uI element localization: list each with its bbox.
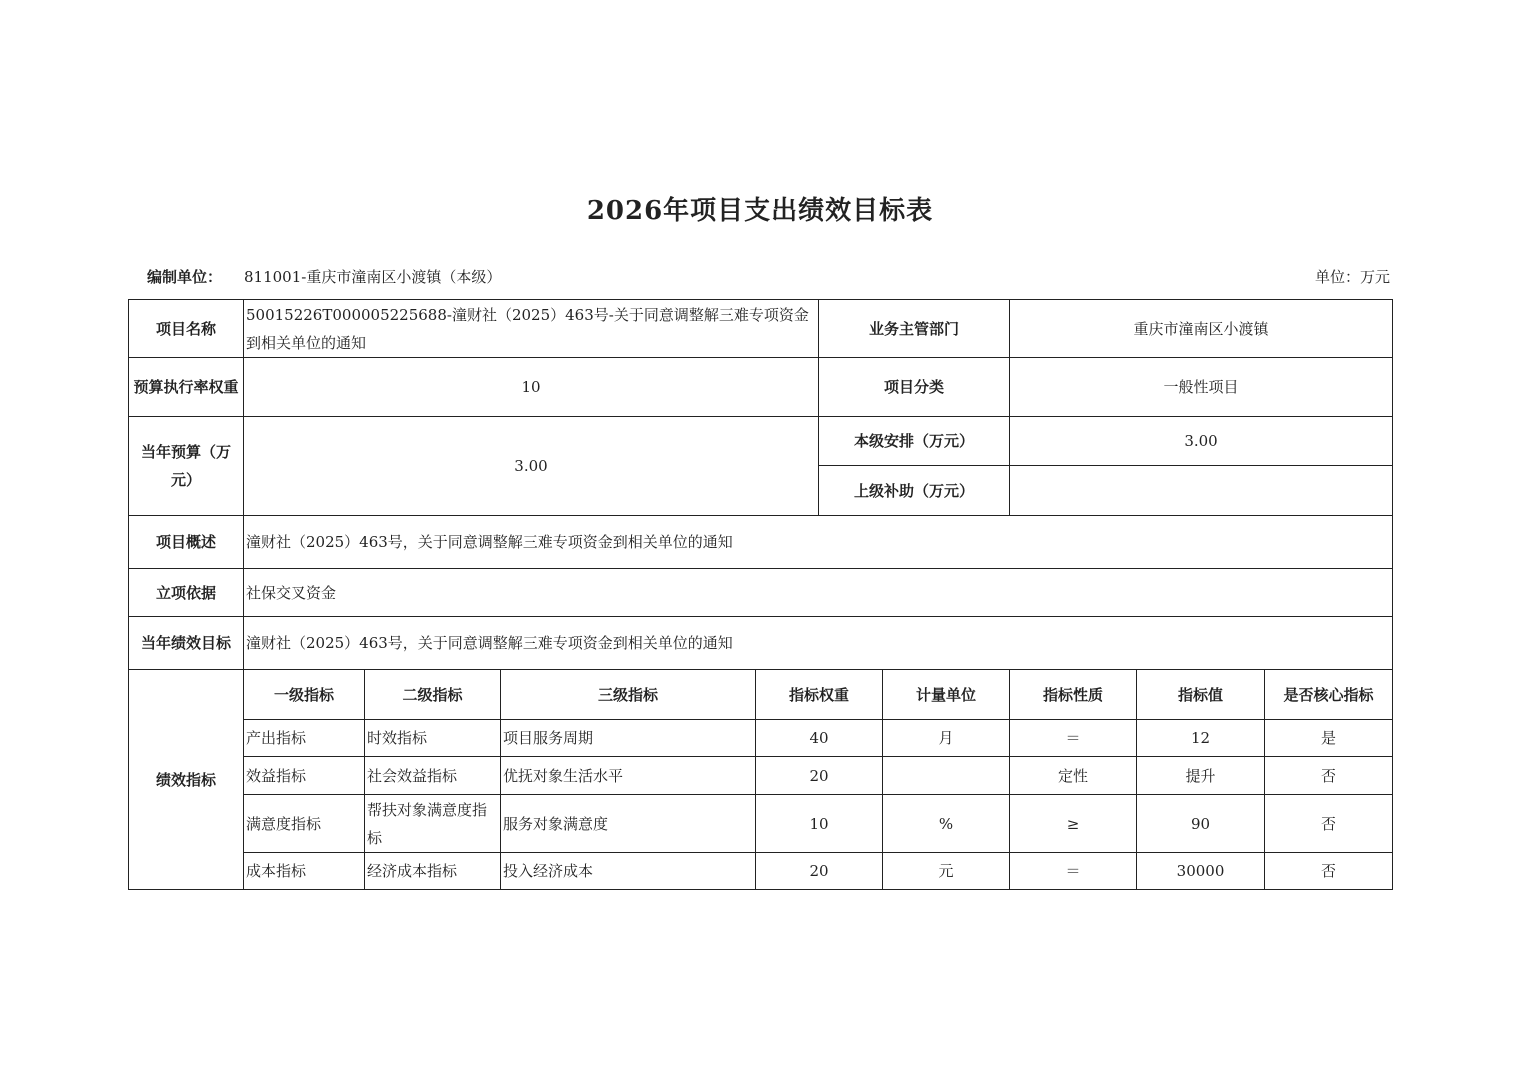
- indicator-level3: 优抚对象生活水平: [501, 757, 756, 795]
- indicator-nature: ＝: [1010, 720, 1137, 757]
- indicator-unit: [883, 757, 1010, 795]
- indicator-weight: 20: [756, 853, 883, 890]
- indicator-level2: 社会效益指标: [365, 757, 501, 795]
- table-row: [129, 795, 1393, 853]
- header-nature: 指标性质: [1010, 670, 1137, 720]
- header-unit: 计量单位: [883, 670, 1010, 720]
- indicator-unit: 月: [883, 720, 1010, 757]
- indicator-value: 12: [1137, 720, 1265, 757]
- overview-label: 项目概述: [129, 516, 244, 569]
- category-value: 一般性项目: [1010, 358, 1393, 417]
- indicator-core: 否: [1265, 757, 1393, 795]
- header-level3: 三级指标: [501, 670, 756, 720]
- indicator-level1: 成本指标: [244, 853, 365, 890]
- indicator-nature: 定性: [1010, 757, 1137, 795]
- indicator-unit: 元: [883, 853, 1010, 890]
- header-core: 是否核心指标: [1265, 670, 1393, 720]
- indicator-label: 绩效指标: [129, 670, 244, 890]
- header-level2: 二级指标: [365, 670, 501, 720]
- indicator-core: 否: [1265, 795, 1393, 853]
- indicator-unit: %: [883, 795, 1010, 853]
- header-value: 指标值: [1137, 670, 1265, 720]
- own-funds-value: 3.00: [1010, 417, 1393, 466]
- table-row: [129, 853, 1393, 890]
- dept-label: 业务主管部门: [819, 300, 1010, 358]
- org-label: 编制单位：: [147, 268, 223, 286]
- goal-label: 当年绩效目标: [129, 617, 244, 670]
- header-weight: 指标权重: [756, 670, 883, 720]
- category-label: 项目分类: [819, 358, 1010, 417]
- indicator-value: 30000: [1137, 853, 1265, 890]
- subsidy-label: 上级补助（万元）: [819, 466, 1010, 516]
- page-title: 2026年项目支出绩效目标表: [586, 196, 934, 226]
- table-row: [129, 757, 1393, 795]
- indicator-level1: 产出指标: [244, 720, 365, 757]
- budget-value: 3.00: [244, 417, 819, 516]
- indicator-value: 90: [1137, 795, 1265, 853]
- unit-label: 单位：万元: [1314, 268, 1390, 286]
- goal-value: 潼财社（2025）463号，关于同意调整解三难专项资金到相关单位的通知: [244, 617, 1393, 670]
- indicator-level1: 效益指标: [244, 757, 365, 795]
- indicator-nature: ＝: [1010, 853, 1137, 890]
- exec-weight-value: 10: [244, 358, 819, 417]
- indicator-weight: 20: [756, 757, 883, 795]
- org-value: 811001-重庆市潼南区小渡镇（本级）: [244, 268, 502, 286]
- performance-table: [128, 299, 1393, 890]
- indicator-value: 提升: [1137, 757, 1265, 795]
- basis-label: 立项依据: [129, 569, 244, 617]
- indicator-level3: 服务对象满意度: [501, 795, 756, 853]
- indicator-level2: 时效指标: [365, 720, 501, 757]
- header-level1: 一级指标: [244, 670, 365, 720]
- indicator-weight: 40: [756, 720, 883, 757]
- project-name-label: 项目名称: [129, 300, 244, 358]
- indicator-level2: 帮扶对象满意度指标: [365, 795, 501, 853]
- indicator-level3: 投入经济成本: [501, 853, 756, 890]
- project-name-value: 50015226T000005225688-潼财社（2025）463号-关于同意调整解三难专项资金到相关单位的通知: [244, 300, 819, 358]
- budget-label: 当年预算（万元）: [129, 417, 244, 516]
- indicator-weight: 10: [756, 795, 883, 853]
- own-funds-label: 本级安排（万元）: [819, 417, 1010, 466]
- exec-weight-label: 预算执行率权重: [129, 358, 244, 417]
- indicator-level3: 项目服务周期: [501, 720, 756, 757]
- indicator-level2: 经济成本指标: [365, 853, 501, 890]
- indicator-nature: ≥: [1010, 795, 1137, 853]
- indicator-level1: 满意度指标: [244, 795, 365, 853]
- indicator-core: 否: [1265, 853, 1393, 890]
- indicator-core: 是: [1265, 720, 1393, 757]
- subsidy-value: [1010, 466, 1393, 516]
- overview-value: 潼财社（2025）463号，关于同意调整解三难专项资金到相关单位的通知: [244, 516, 1393, 569]
- dept-value: 重庆市潼南区小渡镇: [1010, 300, 1393, 358]
- table-row: [129, 720, 1393, 757]
- basis-value: 社保交叉资金: [244, 569, 1393, 617]
